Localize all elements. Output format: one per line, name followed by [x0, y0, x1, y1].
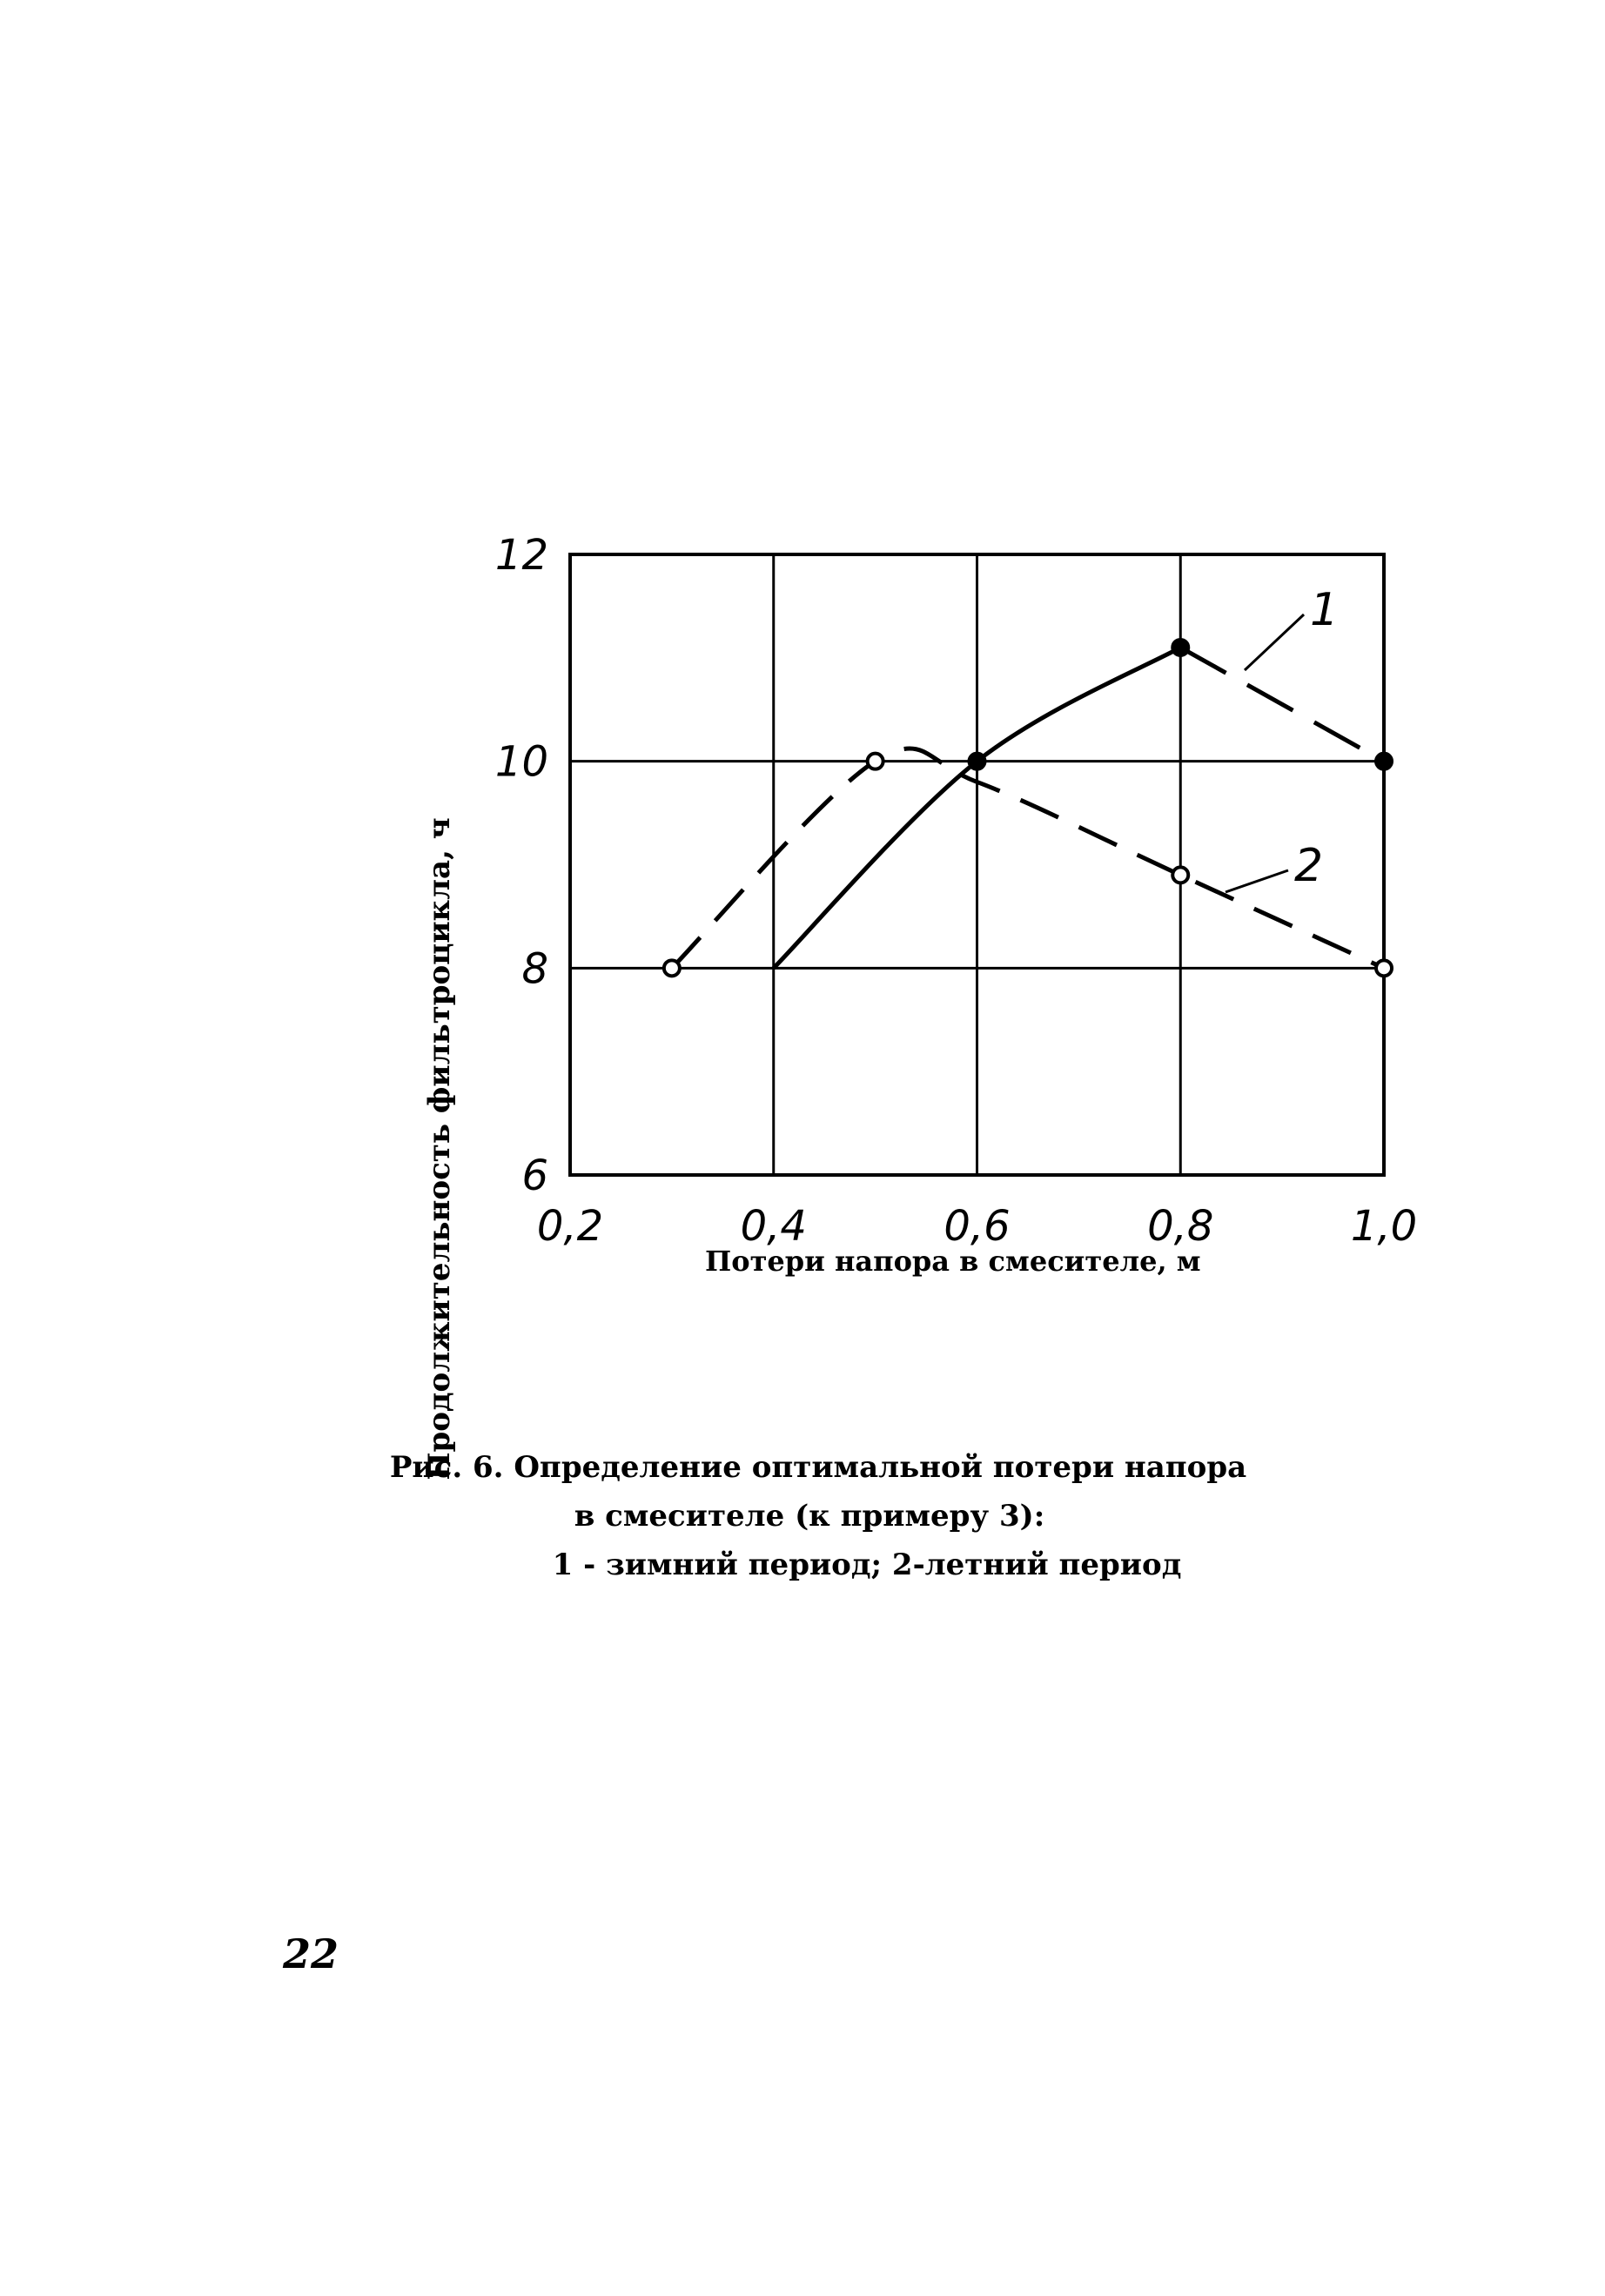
series-2-point	[868, 754, 883, 769]
y-axis-label: Продолжительность фильтроцикла, ч	[422, 817, 457, 1480]
y-tick-label: 6	[521, 1151, 548, 1200]
x-tick-label: 0,4	[740, 1202, 807, 1251]
series-1-line-dashed	[1180, 648, 1384, 762]
series-1-leader	[1245, 614, 1304, 670]
x-tick-label: 0,6	[944, 1202, 1011, 1251]
series-1-point	[969, 753, 986, 770]
y-tick-label: 12	[494, 531, 548, 580]
series-1-point	[1375, 753, 1393, 770]
series-2-point	[1376, 960, 1392, 976]
series-1-point	[1172, 639, 1189, 656]
y-tick-label: 10	[494, 737, 548, 787]
y-tick-label: 8	[521, 944, 548, 994]
series-2-point	[1172, 867, 1188, 883]
x-tick-label: 0,2	[536, 1202, 604, 1251]
x-tick-label: 1,0	[1350, 1202, 1418, 1251]
series-2-label: 2	[1294, 840, 1324, 892]
x-tick-label: 0,8	[1147, 1202, 1214, 1251]
x-axis-label: Потери напора в смесителе, м	[705, 1245, 1201, 1278]
page-number: 22	[283, 1930, 339, 1977]
series-2-leader	[1226, 870, 1288, 892]
series-2-line	[672, 749, 1384, 968]
figure-caption-line-2: в смесителе (к примеру 3):	[574, 1499, 1045, 1534]
figure-caption-line-1: Рис. 6. Определение оптимальной потери напора	[389, 1450, 1247, 1485]
figure-caption-line-3: 1 - зимний период; 2-летний период	[552, 1547, 1182, 1582]
series-1-label: 1	[1310, 584, 1340, 636]
series-2-point	[664, 960, 680, 976]
grid	[570, 554, 1384, 1175]
